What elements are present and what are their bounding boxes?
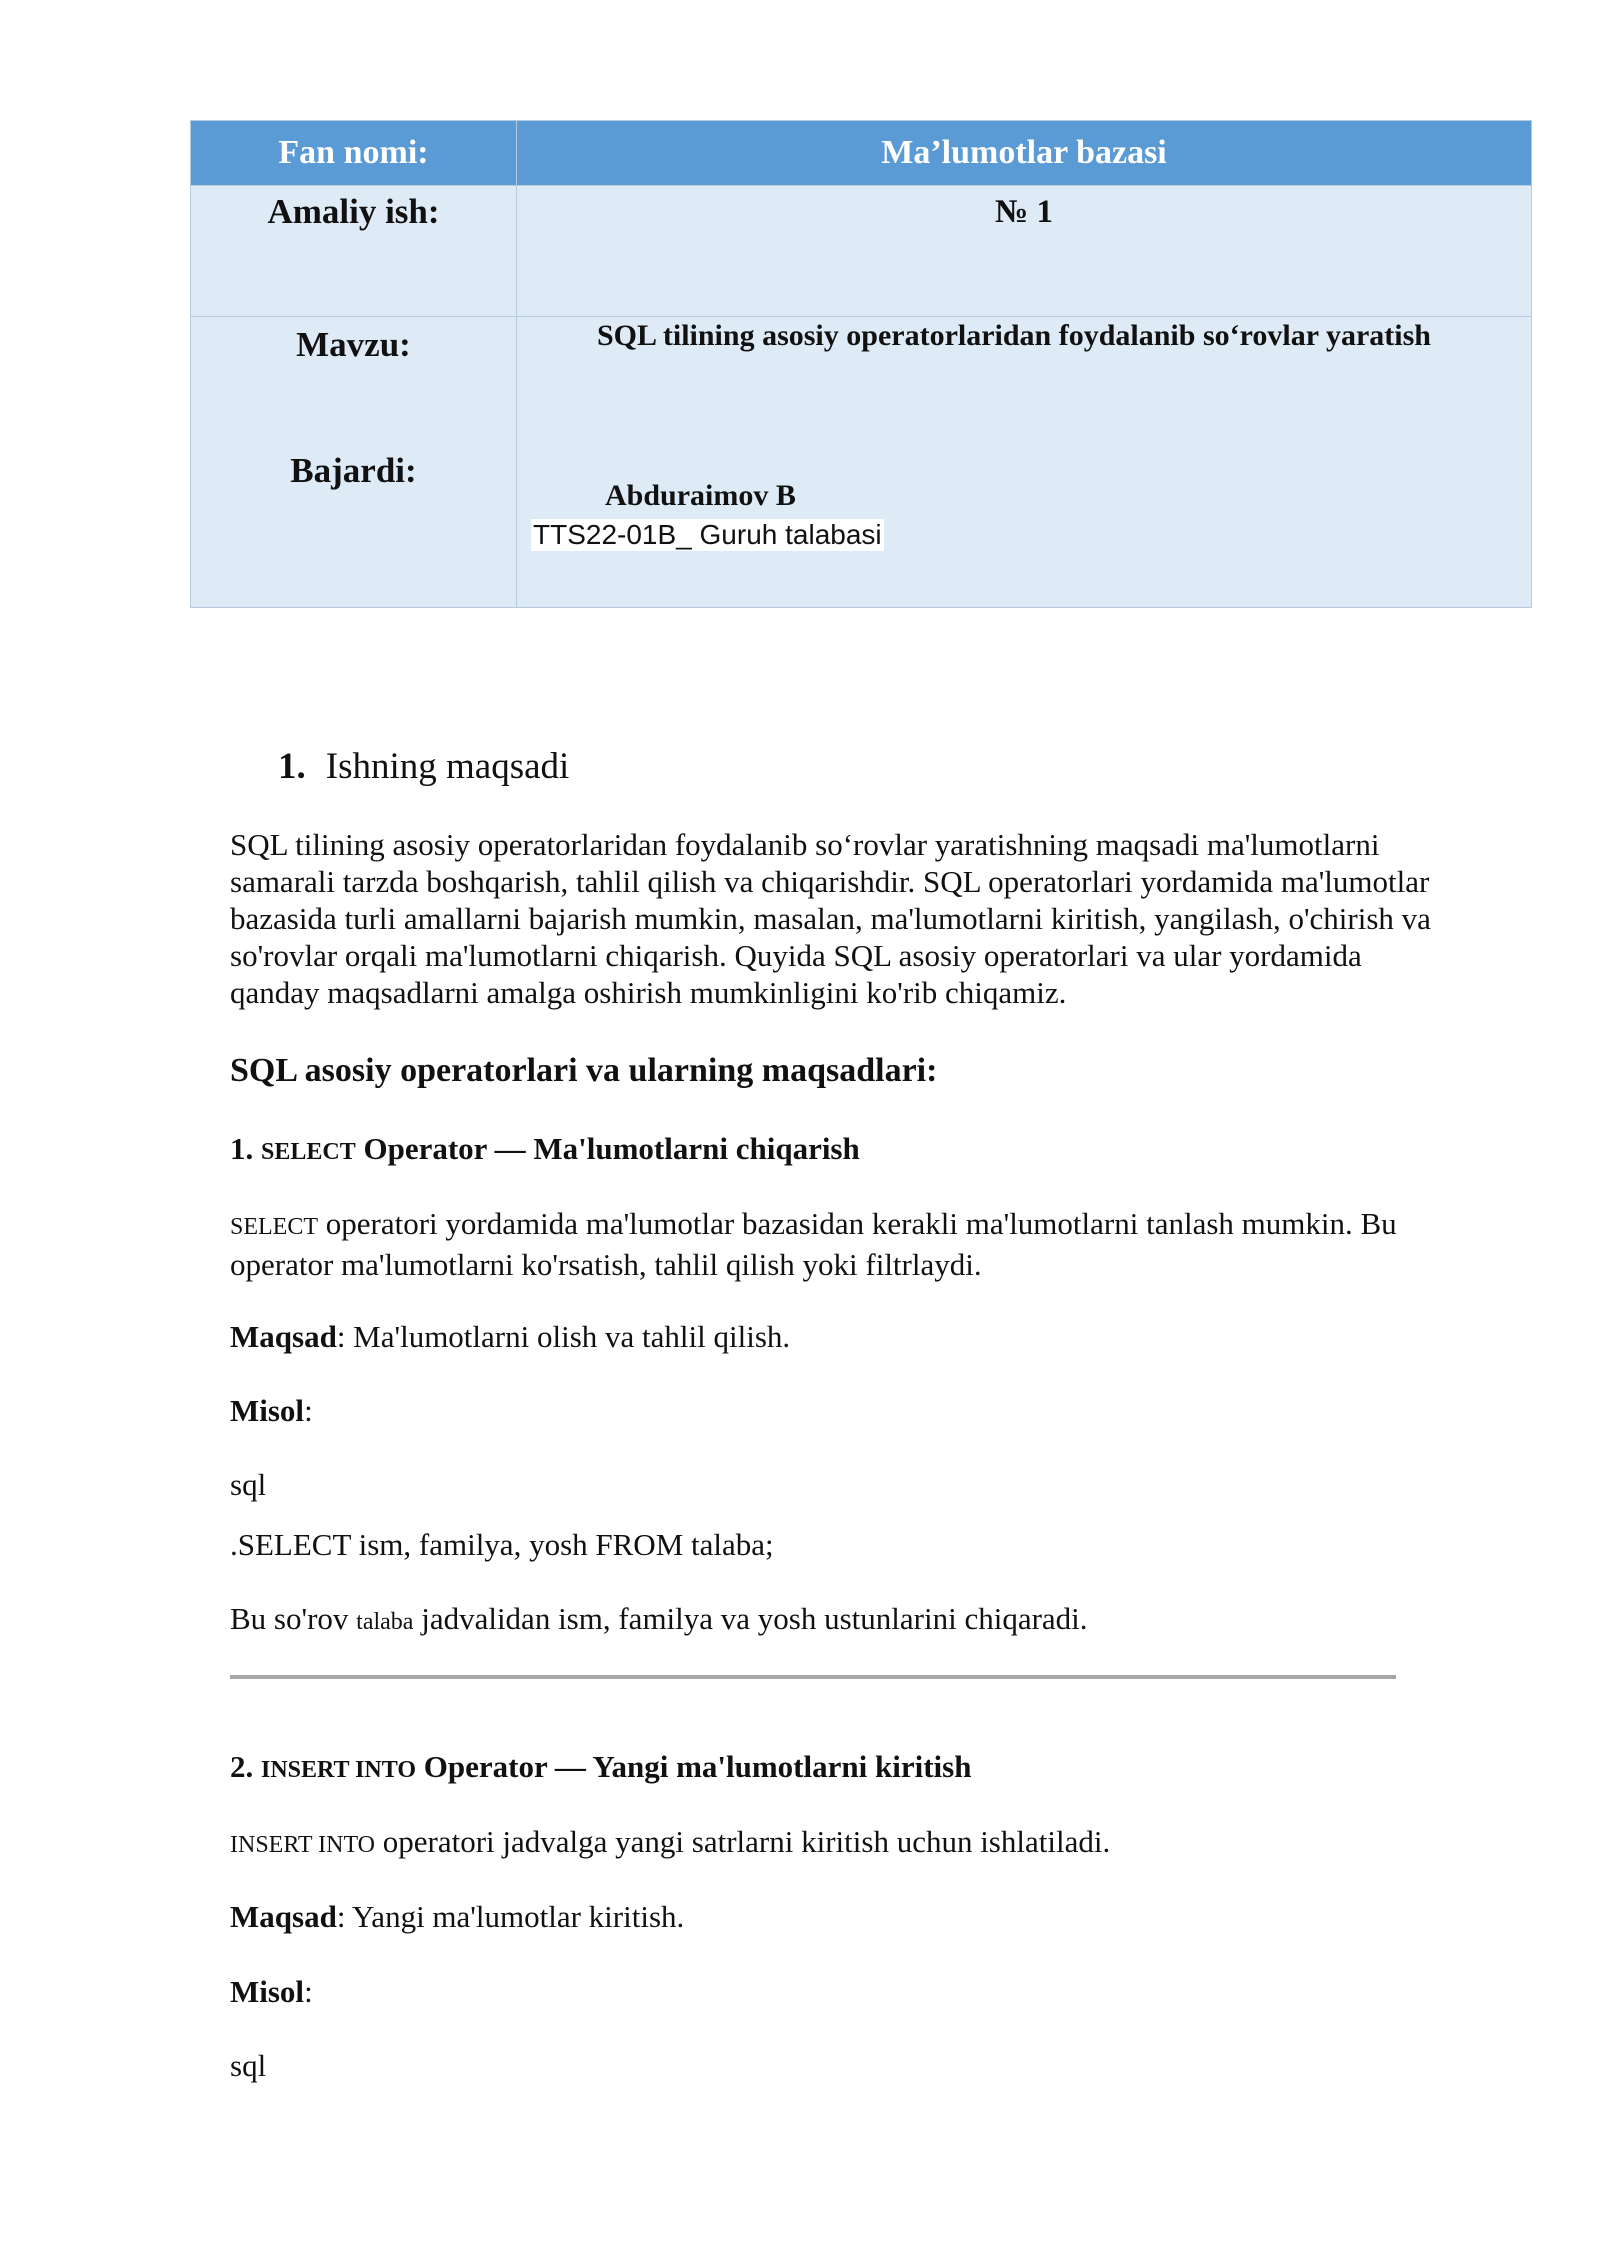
header-row-practical — [191, 186, 1532, 317]
op2-desc-keyword: INSERT INTO — [230, 1832, 376, 1858]
horizontal-divider — [230, 1675, 1396, 1679]
op2-example-label — [230, 1973, 1530, 2010]
group-name: TTS22-01B_ Guruh talabasi — [533, 519, 882, 550]
op2-keyword: INSERT INTO — [261, 1757, 417, 1783]
op1-note-post: jadvalidan ism, familya va yosh ustunlarini chiqaradi. — [421, 1601, 1088, 1636]
op1-code-lang — [230, 1466, 1530, 1503]
op1-maqsad-label: Maqsad — [230, 1319, 337, 1354]
op2-goal — [230, 1898, 1530, 1935]
op1-note-pre: Bu so'rov — [230, 1601, 349, 1636]
subheading-text: SQL asosiy operatorlari va ularning maqsadlari: — [230, 1052, 938, 1089]
fan-value: Ma’lumotlar bazasi — [517, 121, 1532, 186]
op1-note — [230, 1600, 1530, 1641]
op1-desc-keyword: SELECT — [230, 1214, 318, 1240]
intro-line: samarali tarzda boshqarish, tahlil qilish va chiqarishdir. SQL operatorlari yordamida ma'lumotlar — [230, 864, 1430, 899]
amaliy-value-cell — [517, 186, 1532, 317]
op1-heading — [230, 1130, 1530, 1171]
op2-code-lang-text: sql — [230, 2048, 267, 2083]
op2-misol-colon: : — [304, 1974, 313, 2009]
op2-code-lang — [230, 2047, 1530, 2084]
header-row-subject — [191, 121, 1532, 186]
amaliy-cell — [191, 186, 517, 317]
op1-number: 1. — [230, 1131, 254, 1166]
mavzu-label: Mavzu: — [296, 325, 411, 364]
op1-misol-label: Misol — [230, 1393, 305, 1428]
op2-description — [230, 1823, 1530, 1864]
op2-heading — [230, 1748, 1530, 1789]
op2-desc-rest: operatori jadvalga yangi satrlarni kiritish uchun ishlatiladi. — [382, 1824, 1111, 1859]
op1-desc-line2: operator ma'lumotlarni ko'rsatish, tahlil qilish yoki filtrlaydi. — [230, 1247, 982, 1282]
op1-code — [230, 1526, 1530, 1563]
operators-subheading — [230, 1052, 1530, 1089]
bajardi-label: Bajardi: — [290, 451, 417, 490]
op1-note-keyword: talaba — [356, 1609, 414, 1635]
topic-cell — [517, 317, 1532, 608]
section-title: Ishning maqsadi — [325, 746, 570, 787]
op1-example-label — [230, 1392, 1530, 1429]
op1-goal — [230, 1318, 1530, 1355]
op2-number: 2. — [230, 1749, 254, 1784]
op1-maqsad-text: : Ma'lumotlarni olish va tahlil qilish. — [336, 1319, 791, 1354]
intro-paragraph — [230, 826, 1530, 1011]
header-row-topic — [191, 317, 1532, 608]
intro-line: so'rovlar orqali ma'lumotlarni chiqarish. Quyida SQL asosiy operatorlari va ular yordamida — [230, 938, 1362, 973]
header-table — [190, 120, 1532, 608]
intro-line: qanday maqsadlarni amalga oshirish mumkinligini ko'rib chiqamiz. — [230, 975, 1067, 1010]
op1-title: Operator — Ma'lumotlarni chiqarish — [363, 1131, 860, 1166]
student-name: Abduraimov B — [605, 479, 796, 512]
amaliy-value: № 1 — [995, 194, 1053, 230]
op2-title: Operator — Yangi ma'lumotlarni kiritish — [423, 1749, 972, 1784]
section-heading — [278, 745, 569, 788]
mavzu-value: SQL tilining asosiy operatorlaridan foydalanib so‘rovlar yaratish — [597, 319, 1431, 352]
fan-label: Fan nomi: — [191, 121, 517, 186]
op1-desc-rest: operatori yordamida ma'lumotlar bazasidan kerakli ma'lumotlarni tanlash mumkin. Bu — [325, 1206, 1397, 1241]
labels-cell — [191, 317, 517, 608]
intro-line: bazasida turli amallarni bajarish mumkin, masalan, ma'lumotlarni kiritish, yangilash, o'chirish va — [230, 901, 1431, 936]
op1-code-lang-text: sql — [230, 1467, 267, 1502]
op1-description — [230, 1205, 1530, 1283]
op1-code-text: .SELECT ism, familya, yosh FROM talaba; — [230, 1527, 774, 1562]
op2-maqsad-label: Maqsad — [230, 1899, 337, 1934]
amaliy-label: Amaliy ish: — [267, 192, 440, 231]
op2-misol-label: Misol — [230, 1974, 305, 2009]
intro-line: SQL tilining asosiy operatorlaridan foydalanib so‘rovlar yaratishning maqsadi ma'lumotlarni — [230, 827, 1380, 862]
op1-keyword: SELECT — [261, 1139, 356, 1165]
op2-maqsad-text: : Yangi ma'lumotlar kiritish. — [336, 1899, 685, 1934]
op1-misol-colon: : — [304, 1393, 313, 1428]
section-number: 1. — [278, 746, 306, 787]
